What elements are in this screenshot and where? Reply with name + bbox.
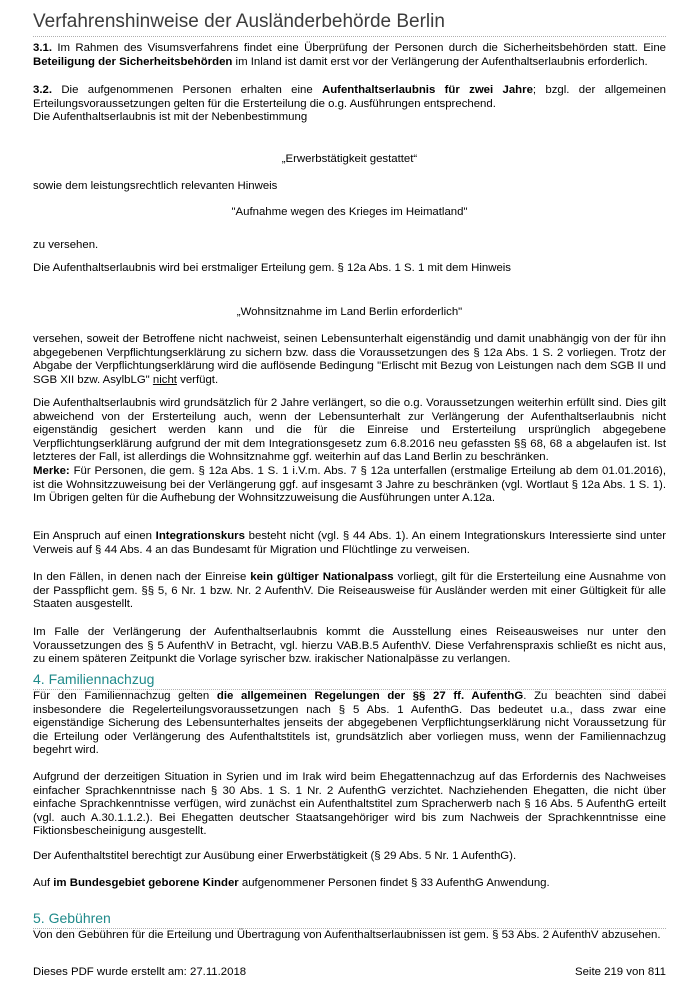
paragraph-number: 3.1. [33, 42, 52, 54]
paragraph-zwei-jahre [33, 397, 666, 506]
bold-phrase: kein gültiger Nationalpass [250, 571, 394, 583]
paragraph-gebuehren: Von den Gebühren für die Erteilung und Übertragung von Aufenthaltserlaubnissen ist gem. § 53 Abs. 2 AufenthV abzusehen. [33, 929, 661, 941]
paragraph-text: Die Aufenthaltserlaubnis ist mit der Nebenbestimmung [33, 111, 308, 124]
paragraph-3-2 [33, 84, 666, 125]
paragraph-text: aufgenommener Personen findet § 33 AufenthG Anwendung. [238, 877, 550, 889]
paragraph-text: Die Aufenthaltserlaubnis wird grundsätzlich für 2 Jahre verlängert, so die o.g. Voraussetzungen weiterhin erfüllt sind. Dies gilt abweichend von der Ersterteilung auch, wenn der Lebensunterhalt zur Verlängerung der Aufenthaltserlaubnis nicht eigenständig gesichert werden kann und die für die Einreise und Ersterteilung ursprünglich abgegebene Verpflichtungserklärung aufgrund der mit dem Integrationsgesetz zum 6.8.2016 neu gefassten §§ 68, 68 a abgelaufen ist. Ist letzteres der Fall, ist allerdings die Wohnsitznahme ggf. weiterhin auf das Land Berlin zu beschränken. [33, 397, 666, 464]
paragraph-text: . Zu beachten sind dabei insbesondere die Regelerteilungsvoraussetzungen nach § 5 Abs. 1 AufenthG. Das bedeutet u.a., dass zwar eine eigenständige Sicherung des Lebensunterhaltes jenseits der abgegebenen Verpflichtungserklärung nicht Voraussetzung für die Erteilung oder Verlängerung des Aufenthaltstitels ist, grundsätzlich aber vorliegen muss, wenn der Familiennachzug begehrt wird. [33, 690, 666, 757]
paragraph-text: besteht nicht (vgl. § 44 Abs. 1). An einem Integrationskurs Interessierte sind unter Verweis auf § 44 Abs. 4 an das Bundesamt für Migration und Flüchtlinge zu verweisen. [33, 530, 666, 556]
paragraph-text: ; bzgl. der allgemeinen Erteilungsvoraussetzungen gelten für die Ersterteilung die o.g. Ausführungen entsprechend. [33, 84, 666, 110]
paragraph-reiseausweis: Im Falle der Verlängerung der Aufenthaltserlaubnis kommt die Ausstellung eines Reiseausweises nur unter den Voraussetzungen des § 5 AufenthV in Betracht, vgl. hierzu VAB.B.5 AufenthV. Diese Verfahrenspraxis schließt es nicht aus, zu einem späteren Zeitpunkt die Vorlage syrischer bzw. irakischer Nationalpässe zu verlangen. [33, 626, 666, 666]
paragraph-text: verfügt. [176, 373, 219, 386]
footer-created-date: Dieses PDF wurde erstellt am: 27.11.2018 [33, 966, 247, 978]
paragraph-3-1 [33, 42, 666, 69]
bold-phrase: Aufenthaltserlaubnis für zwei Jahre [322, 84, 533, 96]
footer-page-number: Seite 219 von 811 [575, 966, 666, 978]
underlined-word: nicht [152, 373, 177, 386]
paragraph-nationalpass [33, 571, 666, 612]
bold-phrase: Beteiligung der Sicherheitsbehörden [33, 55, 233, 68]
merke-label: Merke: [33, 464, 70, 477]
paragraph-text: versehen, soweit der Betroffene nicht nachweist, seinen Lebensunterhalt eigenständig und damit unabhängig von der für ihn abgegebenen Verpflichtungserklärung zu sichern bzw. dass die Voraussetzungen des § 12a Abs. 1 S. 2 vorliegen. Trotz der Abgabe der Verpflichtungserklärung wird die auflösende Bedingung "Erlischt mit Bezug von Leistungen nach dem SGB II und SGB XII bzw. AsylbLG" [33, 333, 666, 386]
paragraph-versehen-soweit [33, 333, 666, 387]
paragraph-text: Im Rahmen des Visumsverfahrens findet eine Überprüfung der Personen durch die Sicherheitsbehörden statt. Eine [52, 42, 666, 54]
text-sowie: sowie dem leistungsrechtlich relevanten Hinweis [33, 180, 278, 192]
paragraph-familiennachzug-3: Der Aufenthaltstitel berechtigt zur Ausübung einer Erwerbstätigkeit (§ 29 Abs. 5 Nr. 1 AufenthG). [33, 850, 517, 862]
paragraph-text: In den Fällen, in denen nach der Einreise [33, 571, 251, 583]
section-heading-familiennachzug: 4. Familiennachzug [33, 671, 666, 690]
quote-aufnahme: "Aufnahme wegen des Krieges im Heimatland" [231, 206, 468, 218]
paragraph-familiennachzug-2: Aufgrund der derzeitigen Situation in Syrien und im Irak wird beim Ehegattennachzug auf das Erfordernis des Nachweises einfacher Sprachkenntnisse nach § 30 Abs. 1 S. 1 Nr. 2 AufenthG verzichtet. Nachziehenden Ehegatten, die nicht über einfache Sprachkenntnisse verfügen, wird zunächst ein Aufenthaltstitel zum Spracherwerb nach § 16 Abs. 5 AufenthG erteilt (vgl. auch A.30.1.1.2.). Bei Ehegatten deutscher Staatsangehöriger wird bis zum Nachweis der Sprachkenntnisse eine Fiktionsbescheinigung ausgestellt. [33, 771, 666, 838]
paragraph-text: im Inland ist damit erst vor der Verlängerung der Aufenthaltserlaubnis erforderlich. [232, 55, 648, 68]
page-title: Verfahrenshinweise der Ausländerbehörde Berlin [33, 11, 666, 37]
bold-phrase: die allgemeinen Regelungen der §§ 27 ff. AufenthG [216, 690, 524, 702]
paragraph-text: Ein Anspruch auf einen [33, 530, 156, 542]
paragraph-familiennachzug-4 [33, 877, 666, 891]
paragraph-text: Die aufgenommenen Personen erhalten eine [52, 84, 322, 96]
paragraph-text: Auf [33, 877, 54, 889]
bold-phrase: im Bundesgebiet geborene Kinder [53, 877, 239, 889]
quote-wohnsitznahme: „Wohnsitznahme im Land Berlin erforderlich" [236, 306, 463, 318]
paragraph-text: Für den Familiennachzug gelten [33, 690, 217, 702]
text-zu-versehen: zu versehen. [33, 239, 99, 251]
paragraph-text: vorliegt, gilt für die Ersterteilung eine Ausnahme von der Passpflicht gem. §§ 5, 6 Nr. 1 bzw. Nr. 2 AufenthV. Die Reiseausweise für Ausländer werden mit einer Gültigkeit für alle Staaten ausgestellt. [33, 571, 666, 611]
quote-erwerbstaetigkeit: „Erwerbstätigkeit gestattet“ [281, 153, 418, 165]
paragraph-text: Für Personen, die gem. § 12a Abs. 1 S. 1 i.V.m. Abs. 7 § 12a unterfallen (erstmalige Erteilung ab dem 01.01.2016), ist die Wohnsitzzuweisung bei der Verlängerung ggf. auf insgesamt 3 Jahre zu beschränken (vgl. Wortlaut § 12a Abs. 1 S. 1). Im Übrigen gelten für die Aufhebung der Wohnsitzzuweisung die Ausführungen unter A.12a. [33, 464, 666, 505]
section-heading-gebuehren: 5. Gebühren [33, 910, 666, 929]
paragraph-integrationskurs [33, 530, 666, 557]
paragraph-number: 3.2. [33, 84, 52, 96]
text-erstmalig: Die Aufenthaltserlaubnis wird bei erstmaliger Erteilung gem. § 12a Abs. 1 S. 1 mit dem Hinweis [33, 262, 512, 274]
paragraph-familiennachzug-1 [33, 690, 666, 758]
bold-phrase: Integrationskurs [155, 530, 245, 542]
